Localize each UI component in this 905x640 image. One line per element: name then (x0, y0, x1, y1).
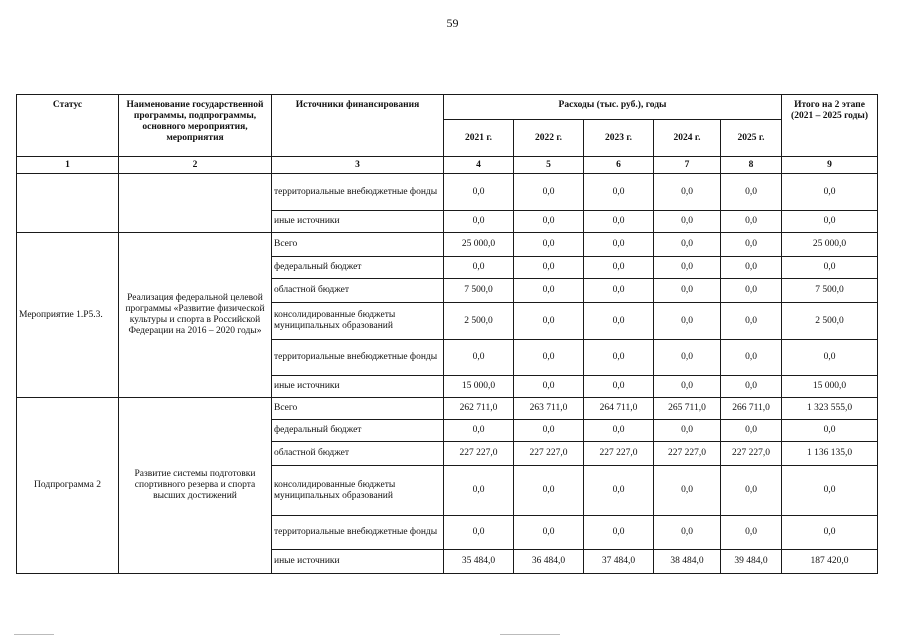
year-value-cell: 0,0 (721, 340, 782, 376)
total-value-cell: 25 000,0 (782, 233, 878, 257)
year-value-cell: 36 484,0 (514, 550, 584, 574)
header-name: Наименование государственной программы, подпрограммы, основного мероприятия, мероприятия (119, 95, 272, 157)
year-value-cell: 227 227,0 (444, 442, 514, 466)
funding-source-cell: Всего (272, 233, 444, 257)
program-name-cell: Развитие системы подготовки спортивного резерва и спорта высших достижений (119, 398, 272, 574)
year-value-cell: 0,0 (584, 420, 654, 442)
year-value-cell: 0,0 (584, 211, 654, 233)
year-value-cell: 0,0 (584, 233, 654, 257)
year-value-cell: 39 484,0 (721, 550, 782, 574)
year-value-cell: 0,0 (654, 174, 721, 211)
program-name-cell: Реализация федеральной целевой программы «Развитие физической культуры и спорта в Российской Федерации на 2016 – 2020 годы» (119, 233, 272, 398)
table-row (17, 233, 878, 257)
year-value-cell: 0,0 (654, 279, 721, 303)
year-value-cell: 227 227,0 (654, 442, 721, 466)
total-value-cell: 0,0 (782, 257, 878, 279)
year-value-cell: 265 711,0 (654, 398, 721, 420)
year-value-cell: 0,0 (584, 376, 654, 398)
column-number: 2 (119, 157, 272, 174)
total-value-cell: 2 500,0 (782, 303, 878, 340)
funding-source-cell: областной бюджет (272, 442, 444, 466)
year-value-cell: 0,0 (514, 233, 584, 257)
header-status: Статус (17, 95, 119, 157)
year-value-cell: 2 500,0 (444, 303, 514, 340)
year-value-cell: 0,0 (721, 211, 782, 233)
year-value-cell: 0,0 (654, 420, 721, 442)
year-value-cell: 15 000,0 (444, 376, 514, 398)
funding-source-cell: областной бюджет (272, 279, 444, 303)
column-number: 4 (444, 157, 514, 174)
column-number: 6 (584, 157, 654, 174)
total-value-cell: 1 136 135,0 (782, 442, 878, 466)
year-value-cell: 0,0 (444, 211, 514, 233)
year-value-cell: 227 227,0 (584, 442, 654, 466)
header-total: Итого на 2 этапе (2021 – 2025 годы) (782, 95, 878, 157)
year-value-cell: 0,0 (654, 257, 721, 279)
funding-source-cell: федеральный бюджет (272, 420, 444, 442)
header-year-2021: 2021 г. (444, 120, 514, 157)
program-name-cell (119, 174, 272, 233)
funding-source-cell: территориальные внебюджетные фонды (272, 340, 444, 376)
funding-source-cell: федеральный бюджет (272, 257, 444, 279)
year-value-cell: 0,0 (721, 466, 782, 516)
year-value-cell: 0,0 (514, 376, 584, 398)
year-value-cell: 0,0 (584, 257, 654, 279)
column-number-row (17, 157, 878, 174)
column-number: 7 (654, 157, 721, 174)
year-value-cell: 0,0 (721, 233, 782, 257)
total-value-cell: 0,0 (782, 211, 878, 233)
year-value-cell: 0,0 (654, 303, 721, 340)
year-value-cell: 0,0 (584, 340, 654, 376)
status-cell: Мероприятие 1.Р5.3. (17, 233, 119, 398)
year-value-cell: 0,0 (514, 466, 584, 516)
funding-source-cell: иные источники (272, 211, 444, 233)
total-value-cell: 0,0 (782, 174, 878, 211)
total-value-cell: 187 420,0 (782, 550, 878, 574)
year-value-cell: 25 000,0 (444, 233, 514, 257)
year-value-cell: 0,0 (584, 466, 654, 516)
column-number: 5 (514, 157, 584, 174)
year-value-cell: 0,0 (514, 420, 584, 442)
funding-source-cell: Всего (272, 398, 444, 420)
year-value-cell: 0,0 (514, 174, 584, 211)
funding-source-cell: консолидированные бюджеты муниципальных образований (272, 303, 444, 340)
total-value-cell: 0,0 (782, 466, 878, 516)
year-value-cell: 0,0 (584, 174, 654, 211)
total-value-cell: 0,0 (782, 516, 878, 550)
table-row (17, 174, 878, 211)
year-value-cell: 0,0 (514, 516, 584, 550)
year-value-cell: 0,0 (444, 420, 514, 442)
year-value-cell: 0,0 (721, 376, 782, 398)
header-expenses: Расходы (тыс. руб.), годы (444, 95, 782, 120)
year-value-cell: 0,0 (721, 174, 782, 211)
column-number: 8 (721, 157, 782, 174)
total-value-cell: 0,0 (782, 340, 878, 376)
funding-table (16, 94, 878, 574)
year-value-cell: 0,0 (514, 303, 584, 340)
header-sources: Источники финансирования (272, 95, 444, 157)
year-value-cell: 0,0 (721, 257, 782, 279)
page-edge-mark (500, 634, 560, 635)
year-value-cell: 0,0 (654, 376, 721, 398)
status-cell (17, 174, 119, 233)
year-value-cell: 0,0 (721, 303, 782, 340)
header-year-2024: 2024 г. (654, 120, 721, 157)
year-value-cell: 37 484,0 (584, 550, 654, 574)
year-value-cell: 0,0 (514, 211, 584, 233)
year-value-cell: 7 500,0 (444, 279, 514, 303)
year-value-cell: 0,0 (584, 303, 654, 340)
total-value-cell: 1 323 555,0 (782, 398, 878, 420)
page-number: 59 (446, 16, 459, 30)
year-value-cell: 266 711,0 (721, 398, 782, 420)
total-value-cell: 7 500,0 (782, 279, 878, 303)
year-value-cell: 38 484,0 (654, 550, 721, 574)
year-value-cell: 0,0 (654, 233, 721, 257)
header-year-2023: 2023 г. (584, 120, 654, 157)
table-row (17, 398, 878, 420)
year-value-cell: 0,0 (721, 516, 782, 550)
header-year-2025: 2025 г. (721, 120, 782, 157)
year-value-cell: 0,0 (514, 340, 584, 376)
year-value-cell: 0,0 (721, 420, 782, 442)
year-value-cell: 0,0 (514, 279, 584, 303)
year-value-cell: 0,0 (654, 211, 721, 233)
year-value-cell: 0,0 (721, 279, 782, 303)
year-value-cell: 262 711,0 (444, 398, 514, 420)
column-number: 9 (782, 157, 878, 174)
funding-source-cell: иные источники (272, 550, 444, 574)
header-year-2022: 2022 г. (514, 120, 584, 157)
year-value-cell: 0,0 (444, 257, 514, 279)
column-number: 1 (17, 157, 119, 174)
total-value-cell: 15 000,0 (782, 376, 878, 398)
page-edge-mark (14, 634, 54, 635)
year-value-cell: 0,0 (584, 279, 654, 303)
year-value-cell: 264 711,0 (584, 398, 654, 420)
year-value-cell: 227 227,0 (514, 442, 584, 466)
year-value-cell: 0,0 (654, 516, 721, 550)
year-value-cell: 0,0 (584, 516, 654, 550)
total-value-cell: 0,0 (782, 420, 878, 442)
funding-source-cell: иные источники (272, 376, 444, 398)
year-value-cell: 227 227,0 (721, 442, 782, 466)
status-cell: Подпрограмма 2 (17, 398, 119, 574)
year-value-cell: 0,0 (444, 174, 514, 211)
year-value-cell: 0,0 (444, 516, 514, 550)
year-value-cell: 263 711,0 (514, 398, 584, 420)
year-value-cell: 0,0 (444, 466, 514, 516)
funding-source-cell: территориальные внебюджетные фонды (272, 174, 444, 211)
year-value-cell: 0,0 (654, 466, 721, 516)
funding-source-cell: территориальные внебюджетные фонды (272, 516, 444, 550)
year-value-cell: 0,0 (444, 340, 514, 376)
funding-source-cell: консолидированные бюджеты муниципальных образований (272, 466, 444, 516)
column-number: 3 (272, 157, 444, 174)
year-value-cell: 0,0 (654, 340, 721, 376)
year-value-cell: 0,0 (514, 257, 584, 279)
year-value-cell: 35 484,0 (444, 550, 514, 574)
